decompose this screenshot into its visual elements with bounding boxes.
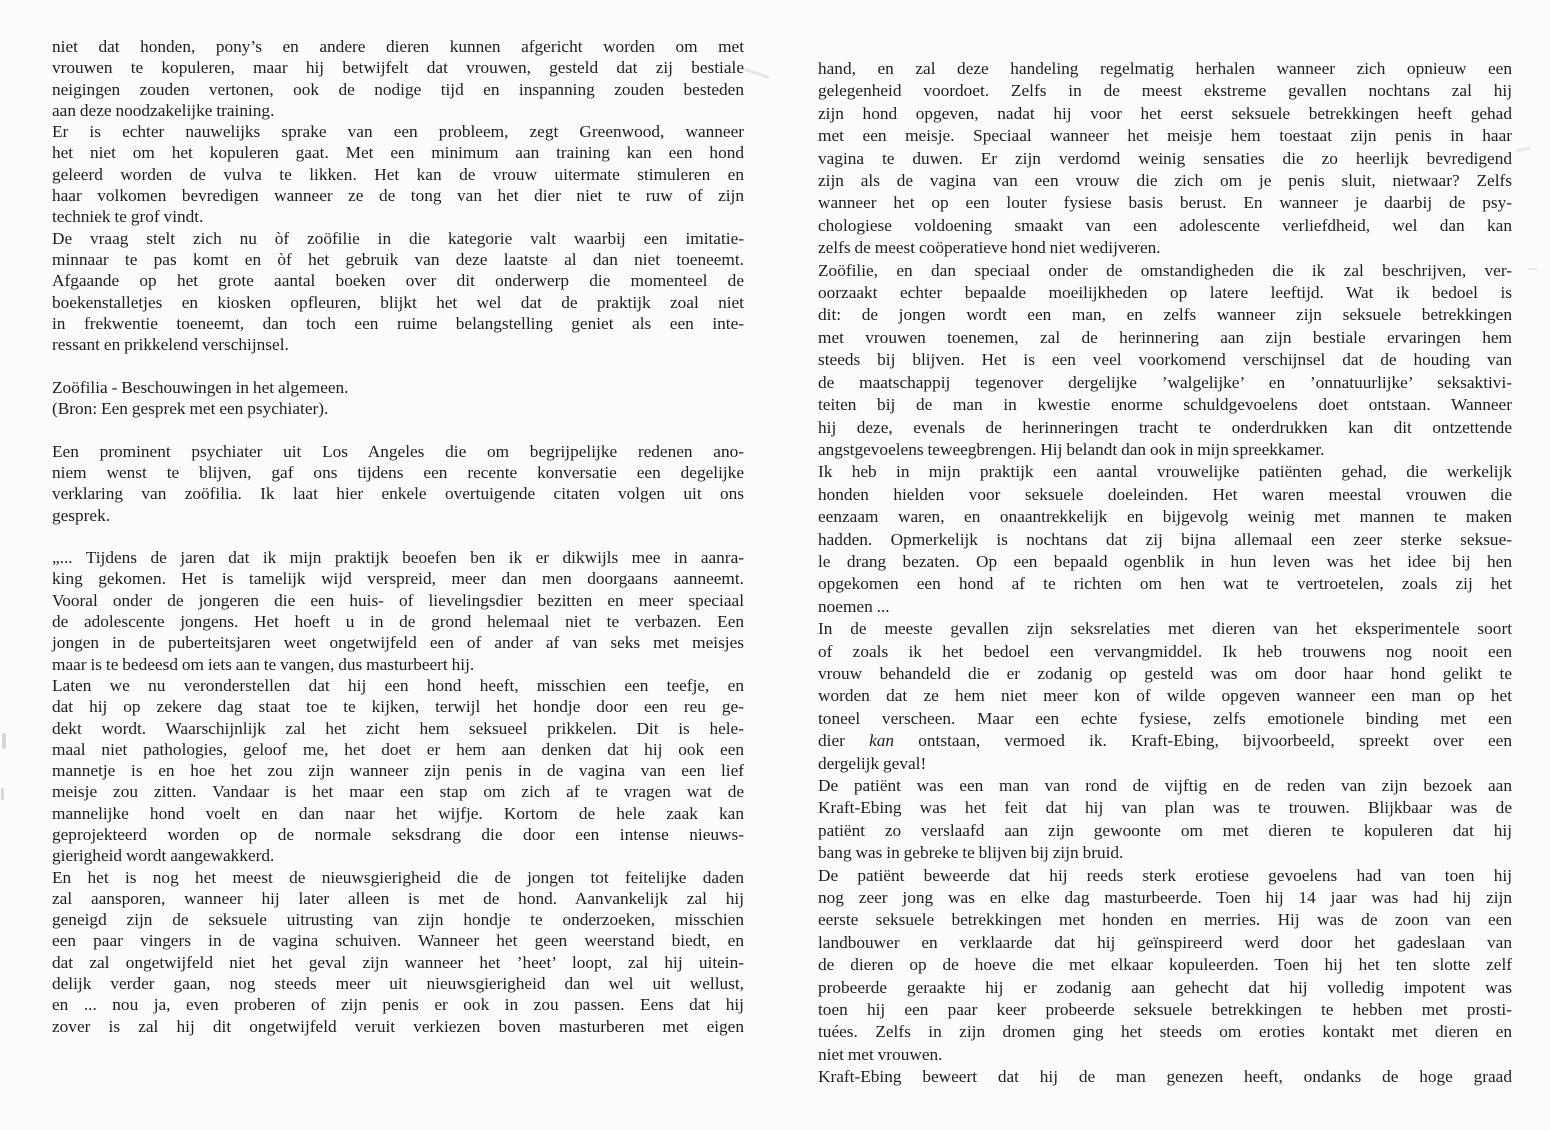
text-line: toneel verscheen. Maar een echte fysiese, zelfs emotionele binding met een xyxy=(818,708,1512,728)
text-line: teiten bij de man in kwestie enorme schuldgevoelens doet ontstaan. Wanneer xyxy=(818,395,1512,415)
text-line: Afgaande op het grote aantal boeken over dit onderwerp die momenteel de xyxy=(52,271,744,291)
text-line: hij deze, evenals de herinneringen tracht te onderdrukken kan dit ontzettende xyxy=(818,417,1512,437)
text-line: Kraft-Ebing was het feit dat hij van plan was te trouwen. Blijkbaar was de xyxy=(818,798,1512,818)
text-line xyxy=(52,355,744,376)
text-line: gierigheid wordt aangewakkerd. xyxy=(52,846,275,866)
text-line: In de meeste gevallen zijn seksrelaties met dieren van het eksperimentele soort xyxy=(818,619,1512,639)
text-line: mannetje is en hoe het zou zijn wanneer zijn penis in de vagina van een lief xyxy=(52,761,744,781)
text-line xyxy=(818,730,1512,752)
text-line: honden hielden voor seksuele doeleinden. Het waren meestal vrouwen die xyxy=(818,484,1512,504)
text-line: toen hij een paar keer probeerde seksuele betrekkingen te hebben met prosti- xyxy=(818,1000,1512,1020)
text-line: patiënt zo verslaafd aan zijn gewoonte om met dieren te kopuleren dat hij xyxy=(818,820,1512,840)
text-line: zover is zal hij dit ongetwijfeld veruit verkiezen boven masturberen met eigen xyxy=(52,1016,744,1036)
text-line: noemen ... xyxy=(818,596,890,616)
text-line: bang was in gebreke te blijven bij zijn bruid. xyxy=(818,843,1124,863)
text-line: hadden. Opmerkelijk is nochtans dat zij bijna allemaal een zeer sterke seksue- xyxy=(818,529,1512,549)
text-line: mannelijke hond voelt en dan naar het wijfje. Kortom de hele zaak kan xyxy=(52,803,744,823)
text-line: Ik heb in mijn praktijk een aantal vrouwelijke patiënten gehad, die werkelijk xyxy=(818,462,1512,482)
text-line: Een prominent psychiater uit Los Angeles die om begrijpelijke redenen ano- xyxy=(52,441,744,461)
text-line: ressant en prikkelend verschijnsel. xyxy=(52,335,289,355)
text-line: niet met vrouwen. xyxy=(818,1044,943,1064)
scan-artifact xyxy=(1516,147,1530,153)
text-line: en ... nou ja, even proberen of zijn penis er ook in zou passen. Eens dat hij xyxy=(52,995,744,1015)
text-line: oorzaakt echter bepaalde moeilijkheden op latere leeftijd. Wat ik bedoel is xyxy=(818,283,1512,303)
text-line: meisje zou zitten. Vandaar is het maar een stap om zich af te vragen wat de xyxy=(52,782,744,802)
text-segment: dier xyxy=(818,731,870,751)
text-line: neigingen zouden vertonen, ook de nodige tijd en inspanning zouden besteden xyxy=(52,79,744,99)
text-line: tuées. Zelfs in zijn dromen ging het steeds om eroties kontakt met dieren en xyxy=(818,1022,1512,1042)
text-line: De vraag stelt zich nu òf zoöfilie in die kategorie valt waarbij een imitatie- xyxy=(52,228,744,248)
text-line: worden dat ze hem niet meer kon of wilde opgeven wanneer een man op het xyxy=(818,686,1512,706)
text-line: vagina te duwen. Er zijn verdomd weinig sensaties die zo heerlijk bevredigend xyxy=(818,148,1512,168)
text-line: delijk verder gaan, nog steeds meer uit nieuwsgierigheid dan wel uit wellust, xyxy=(52,974,744,994)
text-line: Kraft-Ebing beweert dat hij de man genezen heeft, ondanks de hoge graad xyxy=(818,1067,1512,1087)
text-line: probeerde geraakte hij er zodanig aan gehecht dat hij volledig impotent was xyxy=(818,977,1512,997)
right-text-column xyxy=(818,58,1512,1089)
text-line: vrouwen te kopuleren, maar hij betwijfelt dat vrouwen, gesteld dat zij bestiale xyxy=(52,58,744,78)
text-line: jongen in de puberteitsjaren weet ongetwijfeld een of ander af van seks met meisjes xyxy=(52,633,744,653)
text-line: minnaar te pas komt en òf het gebruik van deze laatste al dan niet toeneemt. xyxy=(52,249,744,269)
text-line: of zoals ik het bedoel een vervangmiddel. Ik heb trouwens nog nooit een xyxy=(818,641,1512,661)
text-line: wanneer het op een louter fysiese basis berust. En wanneer je daarbij de psy- xyxy=(818,193,1512,213)
text-line: chologiese voldoening smaakt van een adolescente verliefdheid, wel dan kan xyxy=(818,215,1512,235)
text-line: dergelijk geval! xyxy=(818,753,927,773)
text-line: le drang bezaten. Op een bepaald ogenblik in hun leven was het idee bij hen xyxy=(818,551,1512,571)
text-line: gesprek. xyxy=(52,505,111,525)
text-line: niet dat honden, pony’s en andere dieren kunnen afgericht worden om met xyxy=(52,37,744,56)
text-line: techniek te grof vindt. xyxy=(52,207,204,227)
text-line: angstgevoelens teweegbrengen. Hij belandt dan ook in mijn spreekkamer. xyxy=(818,439,1325,459)
text-line: de maatschappij tegenover dergelijke ’walgelijke’ en ’onnatuurlijke’ seksaktivi- xyxy=(818,372,1512,392)
scan-artifact xyxy=(744,68,770,79)
text-line: opgekomen een hond af te richten om hen wat te vertroetelen, zoals zij het xyxy=(818,574,1512,594)
text-line: nog zeer jong was en elke dag masturbeerde. Toen hij 14 jaar was had hij zijn xyxy=(818,888,1512,908)
text-line xyxy=(52,526,744,547)
text-line: zelfs de meest coöperatieve hond niet wedijveren. xyxy=(818,238,1161,258)
text-line: de dieren op de hoeve die met elkaar kopuleerden. Toen hij het ten slotte zelf xyxy=(818,955,1512,975)
text-line: Laten we nu veronderstellen dat hij een hond heeft, misschien een teefje, en xyxy=(52,675,744,695)
text-line: Zoöfilia - Beschouwingen in het algemeen. xyxy=(52,377,349,397)
text-line: geleerd worden de vulva te likken. Het kan de vrouw uitermate stimuleren en xyxy=(52,164,744,184)
text-line: boekenstalletjes en kiosken opfleuren, blijkt het wel dat de praktijk zoal niet xyxy=(52,292,744,312)
text-line: verklaring van zoöfilia. Ik laat hier enkele overtuigende citaten volgen uit ons xyxy=(52,484,744,504)
text-line: dekt wordt. Waarschijnlijk zal het zicht hem seksueel prikkelen. Dit is hele- xyxy=(52,718,744,738)
text-line: een paar vingers in de vagina schuiven. Wanneer het geen weerstand biedt, en xyxy=(52,931,744,951)
text-line: zijn hond opgeven, nadat hij voor het eerst seksuele betrekkingen heeft gehad xyxy=(818,103,1512,123)
text-line: hand, en zal deze handeling regelmatig herhalen wanneer zich opnieuw een xyxy=(818,59,1512,78)
text-line: De patiënt beweerde dat hij reeds sterk erotiese gevoelens had van toen hij xyxy=(818,865,1512,885)
text-line: Er is echter nauwelijks sprake van een probleem, zegt Greenwood, wanneer xyxy=(52,122,744,142)
text-line: vrouw behandeld die er zodanig op gesteld was om door haar hond gelikt te xyxy=(818,663,1512,683)
text-line: geprojekteerd worden op de normale seksdrang die door een intense nieuws- xyxy=(52,824,744,844)
text-line: eenzaam waren, en onaantrekkelijk en bijgevolg weinig met mannen te maken xyxy=(818,507,1512,527)
text-line: met vrouwen toenemen, zal de herinnering aan zijn bestiale ervaringen hem xyxy=(818,327,1512,347)
text-line: eerste seksuele betrekkingen met honden en merries. Hij was de zoon van een xyxy=(818,910,1512,930)
text-line: maal niet pathologies, geloof me, het doet er hem aan denken dat hij ook een xyxy=(52,739,744,759)
text-line: de adolescente jongens. Het hoeft u in de grond helemaal niet te verbazen. Een xyxy=(52,612,744,632)
text-line: dat zal ongetwijfeld niet het geval zijn wanneer het ’heet’ loopt, zal hij uitein- xyxy=(52,952,744,972)
text-line: geneigd zijn de seksuele uitrusting van zijn hondje te onderzoeken, misschien xyxy=(52,910,744,930)
text-line: niem wenst te blijven, gaf ons tijdens een recente konversatie een degelijke xyxy=(52,462,744,482)
text-line: gelegenheid voordoet. Zelfs in de meest ekstreme gevallen nochtans zal hij xyxy=(818,81,1512,101)
text-line: landbouwer en verklaarde dat hij geïnspireerd werd door het gadeslaan van xyxy=(818,932,1512,952)
text-line: De patiënt was een man van rond de vijftig en de reden van zijn bezoek aan xyxy=(818,776,1512,795)
italic-word: kan xyxy=(869,731,895,751)
text-line: met een meisje. Speciaal wanneer het meisje hem toestaat zijn penis in haar xyxy=(818,126,1512,146)
left-text-column xyxy=(52,36,744,1037)
text-line: En het is nog het meest de nieuwsgierigheid die de jongen tot feitelijke daden xyxy=(52,867,744,887)
text-segment: ontstaan, vermoed ik. Kraft-Ebing, bijvoorbeeld, spreekt over een xyxy=(894,731,1512,751)
text-line: dit: de jongen wordt een man, en zelfs wanneer zijn seksuele betrekkingen xyxy=(818,305,1512,325)
scan-artifact xyxy=(2,733,6,749)
text-line: in frekwentie toeneemt, dan toch een ruime belangstelling geniet als een inte- xyxy=(52,313,744,333)
text-line: dat hij op zekere dag staat toe te kijken, terwijl het hondje door een reu ge- xyxy=(52,697,744,717)
scan-artifact xyxy=(1,788,4,800)
text-line: steeds bij blijven. Het is een veel voorkomend verschijnsel dat de houding van xyxy=(818,350,1512,370)
text-line: (Bron: Een gesprek met een psychiater). xyxy=(52,399,329,419)
text-line: king gekomen. Het is tamelijk wijd verspreid, meer dan men doorgaans aanneemt. xyxy=(52,569,744,589)
text-line: Zoöfilie, en dan speciaal onder de omstandigheden die ik zal beschrijven, ver- xyxy=(818,260,1512,280)
text-line: zijn als de vagina van een vrouw die zich om je penis sluit, nietwaar? Zelfs xyxy=(818,171,1512,191)
text-line: zal aansporen, wanneer hij later alleen is met de hond. Aanvankelijk zal hij xyxy=(52,888,744,908)
text-line: haar volkomen bevredigen wanneer ze de tong van het dier niet te ruw of zijn xyxy=(52,186,744,206)
text-line: maar is te bedeesd om iets aan te vangen, dus masturbeert hij. xyxy=(52,654,475,674)
text-line: „... Tijdens de jaren dat ik mijn praktijk beoefen ben ik er dikwijls mee in aanra- xyxy=(52,548,744,568)
text-line xyxy=(52,419,744,440)
text-line: het niet om het kopuleren gaat. Met een minimum aan training kan een hond xyxy=(52,143,744,163)
text-line: aan deze noodzakelijke training. xyxy=(52,100,275,120)
scan-artifact xyxy=(1528,268,1538,270)
text-line: Vooral onder de jongeren die een huis- of lievelingsdier bezitten en meer speciaal xyxy=(52,590,744,610)
